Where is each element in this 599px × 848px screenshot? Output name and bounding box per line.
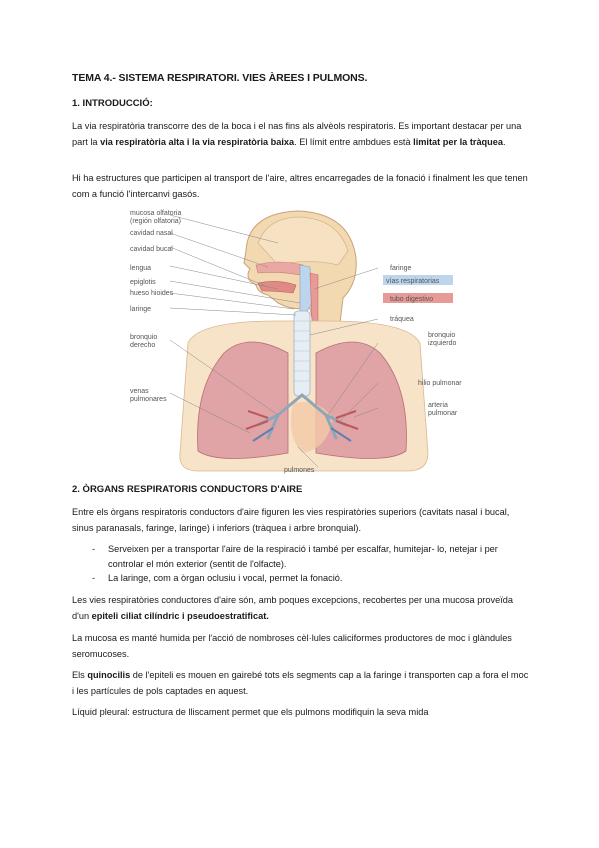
- label-bronquio-izquierdo-2: izquierdo: [428, 340, 457, 347]
- label-pulmones: pulmones: [284, 467, 315, 474]
- label-faringe: faringe: [390, 265, 412, 272]
- bullet-marker: -: [92, 573, 96, 583]
- label-arteria-2: pulmonar: [428, 410, 458, 417]
- emphasis: via respiratòria alta i la via respiratòria baixa: [100, 136, 295, 147]
- intro-paragraph-1: [72, 119, 532, 150]
- organs-paragraph-2: [72, 593, 532, 624]
- emphasis: limitat per la tràquea: [413, 136, 504, 147]
- organs-paragraph-1: Entre els òrgans respiratoris conductors d'aire figuren les vies respiratòries superiors (cavitats nasal i bucal, sinus paranasals, faringe, laringe) i inferiors (tràquea i arbre bronquial).: [72, 507, 510, 533]
- label-bronquio-derecho-2: derecho: [130, 342, 156, 349]
- section-heading-organs: 2. ÒRGANS RESPIRATORIS CONDUCTORS D'AIRE: [72, 484, 303, 495]
- organs-paragraph-3: La mucosa es manté humida per l'acció de nombroses cèl·lules caliciformes productores de moc i glàndules seromucoses.: [72, 633, 512, 659]
- text: Les vies respiratòries conductores d'aire són, amb poques excepcions, recobertes per una mucosa proveïda d'un: [72, 595, 513, 621]
- label-traquea: tráquea: [390, 316, 414, 323]
- list-item-text: Serveixen per a transportar l'aire de la respiració i també per escalfar, humitejar- lo, netejar i per controlar el món exterior (sentit de l'olfacte).: [108, 544, 498, 569]
- list-item: [92, 542, 532, 571]
- trachea: [294, 311, 310, 396]
- organs-paragraph-5: Líquid pleural: estructura de lliscament permet que els pulmons modifiquin la seva mida: [72, 707, 429, 717]
- text: Els: [72, 670, 88, 680]
- respiratory-system-diagram: [128, 203, 473, 475]
- section-heading-introduccio: 1. INTRODUCCIÓ:: [72, 98, 153, 109]
- oral-cavity: [258, 281, 296, 293]
- label-venas-2: pulmonares: [130, 396, 167, 403]
- text: La via respiratòria transcorre des de la boca i el nas fins als alvèols respiratoris. Es important destacar per una part la: [72, 121, 522, 147]
- page-title: TEMA 4.- SISTEMA RESPIRATORI. VIES ÀREES I PULMONS.: [72, 72, 368, 84]
- label-region-olfatoria: (región olfatoria): [130, 218, 181, 225]
- label-hueso-hioides: hueso hioides: [130, 290, 174, 297]
- emphasis: epiteli ciliat cilíndric i pseudoestratificat.: [91, 610, 269, 621]
- label-arteria-1: arteria: [428, 402, 448, 409]
- airway-pharynx: [300, 265, 312, 313]
- organs-paragraph-4: [72, 668, 532, 699]
- label-venas-1: venas: [130, 388, 149, 395]
- bullet-list: [92, 542, 532, 586]
- label-epiglotis: epiglotis: [130, 279, 156, 286]
- label-cavidad-nasal: cavidad nasal: [130, 230, 173, 237]
- label-vias-respiratorias: vías respiratorias: [386, 278, 440, 285]
- bullet-marker: -: [92, 544, 96, 554]
- label-laringe: laringe: [130, 306, 152, 313]
- text: . El límit entre ambdues està: [294, 136, 414, 147]
- label-bronquio-derecho-1: bronquio: [130, 334, 158, 341]
- list-item-text: La laringe, com a òrgan oclusiu i vocal, permet la fonació.: [108, 573, 343, 583]
- emphasis: quinocilis: [87, 670, 131, 680]
- intro-paragraph-2: Hi ha estructures que participen al transport de l'aire, altres encarregades de la fonació i finalment les que tenen com a funció l'intercanvi gasós.: [72, 173, 528, 199]
- label-mucosa-olfatoria: mucosa olfatoria: [130, 210, 182, 217]
- text: .: [503, 136, 506, 147]
- label-lengua: lengua: [130, 265, 152, 272]
- label-hilio-pulmonar: hilio pulmonar: [418, 380, 462, 387]
- list-item: [92, 571, 532, 586]
- label-cavidad-bucal: cavidad bucal: [130, 246, 173, 253]
- text: de l'epiteli es mouen en gairebé tots els segments cap a la faringe i transporten cap a fora el moc i les partícules de pols captades en aquest.: [72, 670, 529, 696]
- label-tubo-digestivo: tubo digestivo: [390, 296, 434, 303]
- label-bronquio-izquierdo-1: bronquio: [428, 332, 456, 339]
